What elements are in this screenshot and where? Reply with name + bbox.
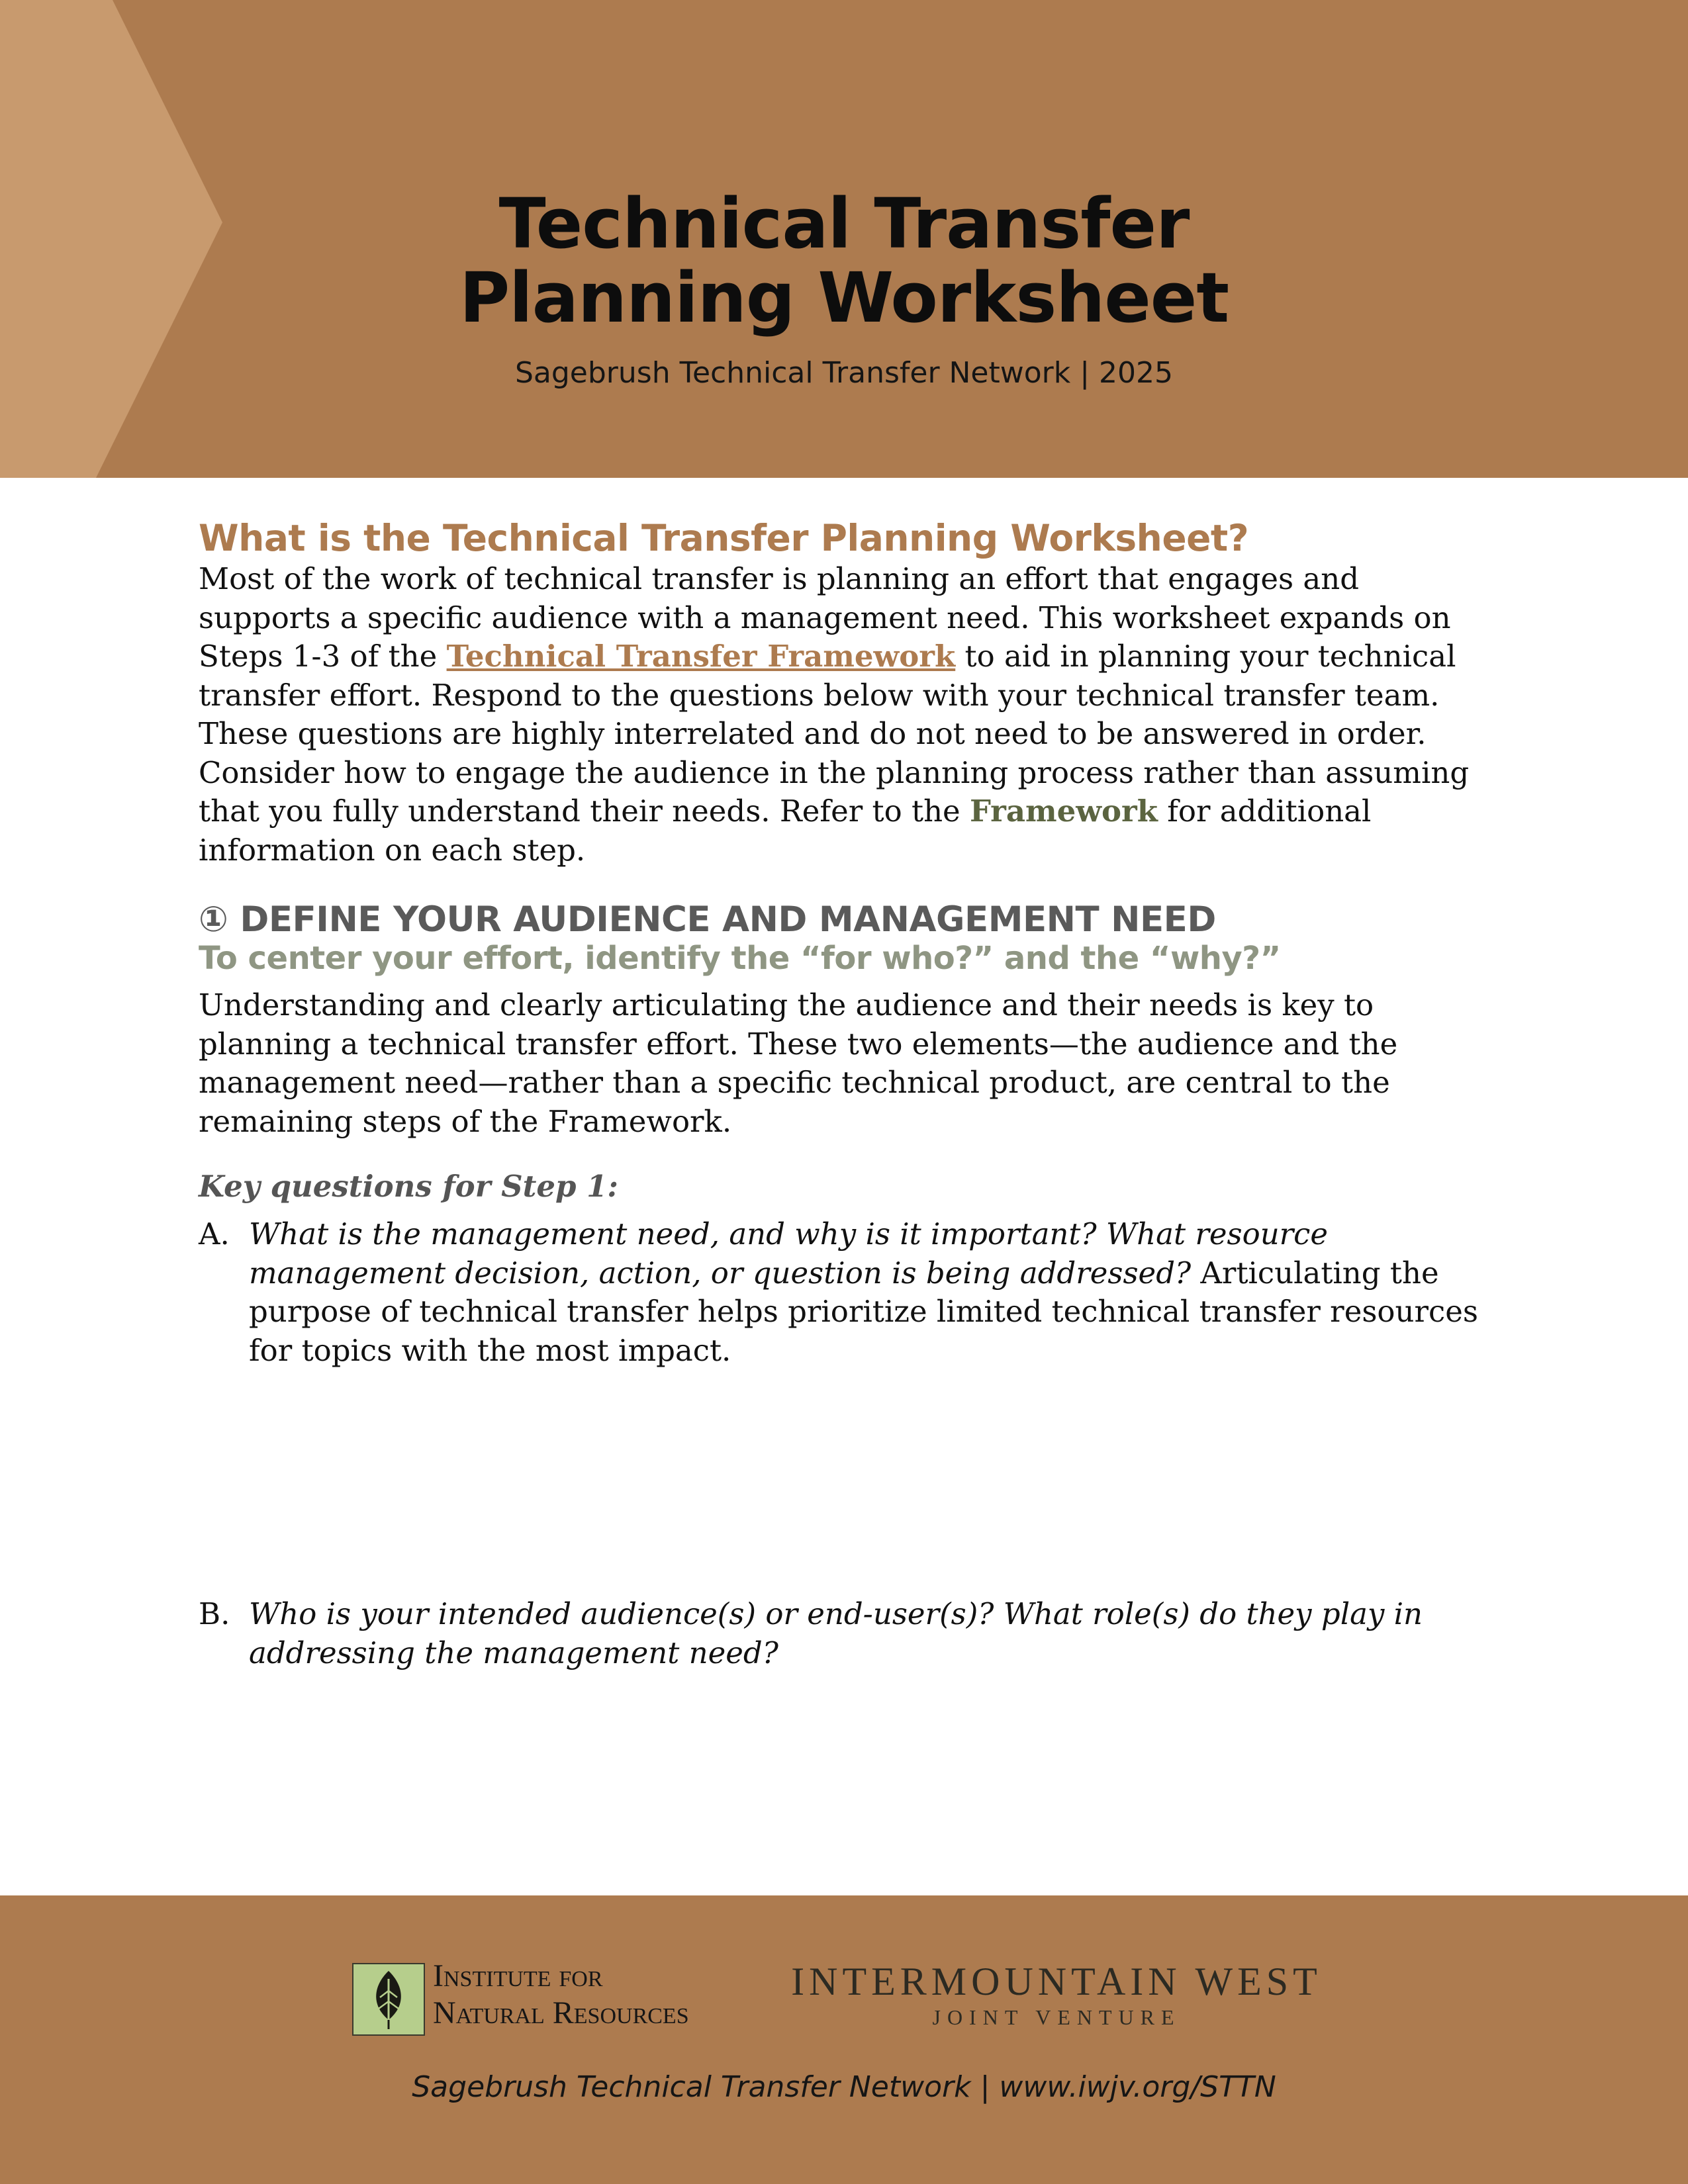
inr-logo xyxy=(352,1958,749,2044)
framework-link[interactable]: Technical Transfer Framework xyxy=(446,639,956,674)
question-b-prompt: Who is your intended audience(s) or end-user(s)? What role(s) do they play in addressing the management need? xyxy=(249,1596,1423,1670)
footer-tagline: Sagebrush Technical Transfer Network | www.iwjv.org/STTN xyxy=(412,2070,1276,2104)
inr-line-1: Institute for xyxy=(433,1958,603,1993)
intro-text-3: for additional information on each step. xyxy=(199,794,1372,868)
question-marker: B. xyxy=(199,1596,230,1631)
footer-banner xyxy=(0,1895,1688,2184)
iwjv-subtitle: JOINT VENTURE xyxy=(932,2005,1181,2029)
intro-heading: What is the Technical Transfer Planning Worksheet? xyxy=(199,517,1249,559)
key-questions-label: Key questions for Step 1: xyxy=(199,1169,619,1204)
step-1-heading: ① DEFINE YOUR AUDIENCE AND MANAGEMENT NEED xyxy=(199,899,1216,940)
framework-reference: Framework xyxy=(970,794,1158,829)
question-a-explanation: Articulating the purpose of technical transfer helps prioritize limited technical transfer resources for topics with the most impact. xyxy=(249,1255,1478,1368)
step-1-subheading: To center your effort, identify the “for who?” and the “why?” xyxy=(199,940,1281,977)
question-marker: A. xyxy=(199,1216,230,1251)
header-banner xyxy=(0,0,1688,478)
step-1-body: Understanding and clearly articulating the audience and their needs is key to planning a technical transfer effort. These two elements—the audience and the management need—rather than a specific technical product, are central to the remaining steps of the Framework. xyxy=(199,987,1398,1139)
leaf-icon xyxy=(352,1963,425,2036)
inr-name xyxy=(433,1958,689,2032)
intro-paragraph xyxy=(199,560,1496,870)
title-line-2: Planning Worksheet xyxy=(459,257,1229,338)
main-content xyxy=(199,516,1496,1672)
question-b xyxy=(199,1595,1496,1672)
title-line-1: Technical Transfer xyxy=(498,183,1190,264)
iwjv-logo xyxy=(785,1959,1328,2030)
question-a xyxy=(199,1215,1496,1370)
page-subtitle: Sagebrush Technical Transfer Network | 2025 xyxy=(514,356,1174,390)
intro-text-1: Most of the work of technical transfer is planning an effort that engages and supports a specific audience with a management need. This worksheet expands on Steps 1-3 of the xyxy=(199,561,1451,674)
intro-text-2: to aid in planning your technical transfer effort. Respond to the questions below with your technical transfer team. These questions are highly interrelated and do not need to be answered in order. Consider how to engage the audience in the planning process rather than assuming that you fully understand their needs. Refer to the xyxy=(199,639,1470,829)
question-a-prompt: What is the management need, and why is it important? What resource management decision, action, or question is being addressed? xyxy=(249,1216,1329,1291)
iwjv-name: INTERMOUNTAIN WEST xyxy=(791,1960,1322,2003)
page-title xyxy=(0,183,1688,338)
inr-line-2: Natural Resources xyxy=(433,1995,689,2030)
